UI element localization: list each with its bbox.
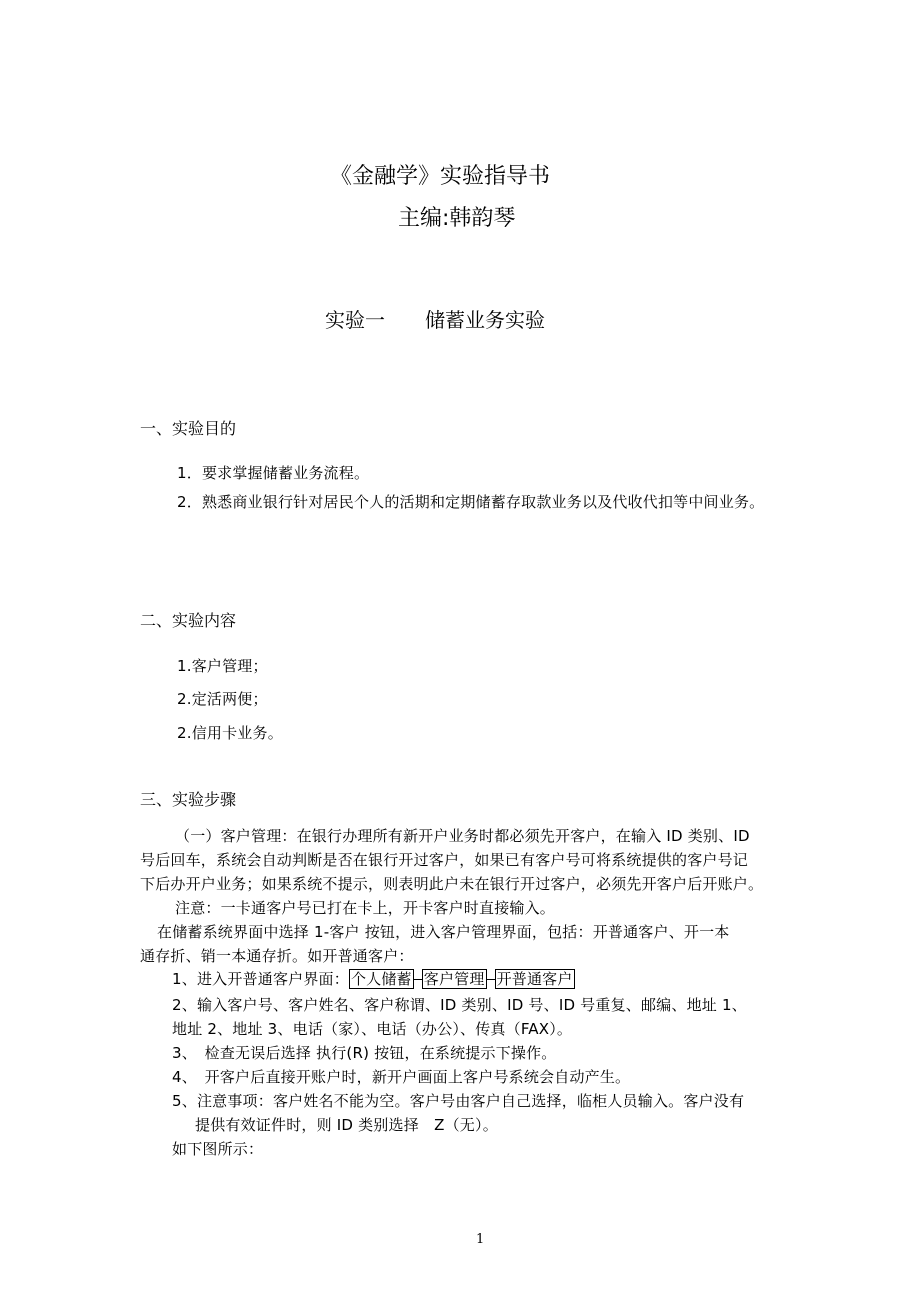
- content-item: 1.客户管理；: [177, 657, 268, 675]
- purpose-item: 1．要求掌握储蓄业务流程。: [177, 464, 370, 482]
- content-item: 2.信用卡业务。: [177, 724, 283, 742]
- content-item: 2.定活两便；: [177, 690, 268, 708]
- paragraph-line: 号后回车，系统会自动判断是否在银行开过客户，如果已有客户号可将系统提供的客户号记: [140, 851, 749, 869]
- step-1-prefix: 1、进入开普通客户界面：: [172, 970, 349, 988]
- menu-path-open-ordinary-customer: 开普通客户: [496, 970, 573, 988]
- experiment-title: 实验一 储蓄业务实验: [325, 308, 545, 332]
- paragraph-line: 通存折、销一本通存折。如开普通客户：: [140, 947, 414, 965]
- step-2-line: 地址 2、地址 3、电话（家）、电话（办公）、传真（FAX）。: [172, 1020, 573, 1038]
- menu-path-customer-management: 客户管理: [423, 970, 485, 988]
- section-heading-content: 二、实验内容: [140, 611, 237, 630]
- document-editor: 主编:韩韵琴: [398, 206, 516, 231]
- paragraph-line: 下后办开户业务；如果系统不提示，则表明此户未在银行开过客户，必须先开客户后开账户。: [140, 875, 764, 893]
- step-3: 3、 检查无误后选择 执行(R) 按钮，在系统提示下操作。: [172, 1044, 557, 1062]
- paragraph-line: （一）客户管理：在银行办理所有新开户业务时都必须先开客户，在输入 ID 类别、ID: [175, 827, 750, 845]
- paragraph-line: 在储蓄系统界面中选择 1-客户 按钮，进入客户管理界面，包括：开普通客户、开一本: [157, 923, 730, 941]
- step-2-line: 2、输入客户号、客户姓名、客户称谓、ID 类别、ID 号、ID 号重复、邮编、地址 1、: [172, 996, 747, 1014]
- figure-caption-intro: 如下图所示：: [172, 1140, 264, 1158]
- section-heading-purpose: 一、实验目的: [140, 419, 237, 438]
- purpose-item: 2．熟悉商业银行针对居民个人的活期和定期储蓄存取款业务以及代收代扣等中间业务。: [177, 493, 765, 511]
- step-1: [172, 968, 575, 989]
- step-5-line: 提供有效证件时，则 ID 类别选择 Z（无）。: [195, 1116, 498, 1134]
- note-line: 注意：一卡通客户号已打在卡上，开卡客户时直接输入。: [175, 899, 556, 917]
- step-5-line: 5、注意事项：客户姓名不能为空。客户号由客户自己选择，临柜人员输入。客户没有: [172, 1092, 745, 1110]
- section-heading-steps: 三、实验步骤: [140, 790, 237, 809]
- step-4: 4、 开客户后直接开账户时，新开户画面上客户号系统会自动产生。: [172, 1068, 631, 1086]
- page-number: 1: [476, 1232, 485, 1247]
- document-title: 《金融学》实验指导书: [330, 164, 551, 189]
- menu-path-personal-savings: 个人储蓄: [350, 970, 412, 988]
